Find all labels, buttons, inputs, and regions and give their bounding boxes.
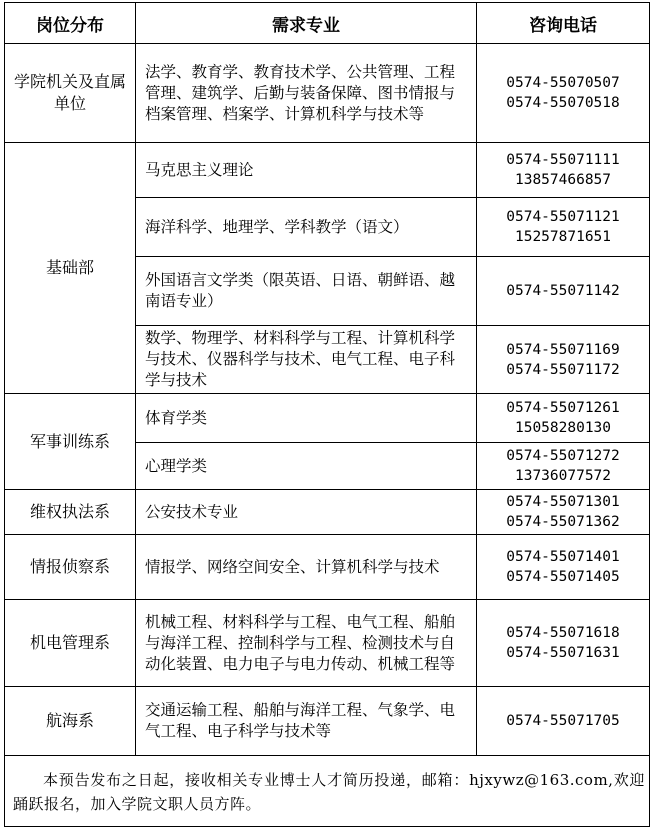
phone-number: 0574-55071301 <box>506 494 620 510</box>
phone-number: 0574-55071401 <box>506 549 620 565</box>
phone-number: 0574-55071272 <box>506 448 620 464</box>
notice-text: 本预告发布之日起，接收相关专业博士人才简历投递，邮箱：hjxywz@163.com,欢迎踊跃报名，加入学院文职人员方阵。 <box>13 771 645 813</box>
phone-cell <box>477 198 650 257</box>
header-row <box>5 3 650 44</box>
phone-number: 13736077572 <box>514 468 612 484</box>
phone-number: 0574-55071405 <box>506 569 620 585</box>
phone-number: 13857466857 <box>514 172 612 188</box>
major-cell: 机械工程、材料科学与工程、电气工程、船舶与海洋工程、控制科学与工程、检测技术与自动化装置、电力电子与电力传动、机械工程等 <box>136 600 477 687</box>
phone-cell <box>477 535 650 600</box>
phone-number: 0574-55071705 <box>506 713 620 729</box>
header-major: 需求专业 <box>136 3 477 44</box>
phone-cell <box>477 44 650 143</box>
phone-number: 0574-55071618 <box>506 625 620 641</box>
header-phone: 咨询电话 <box>477 3 650 44</box>
phone-number: 0574-55071261 <box>506 400 620 416</box>
major-cell: 法学、教育学、教育技术学、公共管理、工程管理、建筑学、后勤与装备保障、图书情报与档案管理、档案学、计算机科学与技术等 <box>136 44 477 143</box>
dept-cell: 学院机关及直属单位 <box>5 44 136 143</box>
phone-number: 0574-55071362 <box>506 514 620 530</box>
major-cell: 公安技术专业 <box>136 490 477 535</box>
table-row <box>5 143 650 198</box>
phone-cell <box>477 257 650 326</box>
phone-number: 0574-55071631 <box>506 645 620 661</box>
dept-cell: 航海系 <box>5 687 136 756</box>
table-row <box>5 394 650 443</box>
recruitment-table <box>4 2 650 827</box>
phone-cell <box>477 326 650 394</box>
table-row <box>5 687 650 756</box>
phone-number: 0574-55071172 <box>506 361 620 378</box>
table-row <box>5 44 650 143</box>
phone-number: 0574-55070507 <box>506 75 620 91</box>
table-row <box>5 490 650 535</box>
phone-number: 0574-55071111 <box>506 152 620 168</box>
phone-cell <box>477 600 650 687</box>
phone-cell <box>477 443 650 490</box>
header-dept: 岗位分布 <box>5 3 136 44</box>
phone-cell <box>477 687 650 756</box>
phone-cell <box>477 394 650 443</box>
major-cell: 情报学、网络空间安全、计算机科学与技术 <box>136 535 477 600</box>
major-cell: 心理学类 <box>136 443 477 490</box>
major-cell: 海洋科学、地理学、学科教学（语文） <box>136 198 477 257</box>
phone-number: 15257871651 <box>514 229 612 245</box>
major-cell: 马克思主义理论 <box>136 143 477 198</box>
dept-cell: 维权执法系 <box>5 490 136 535</box>
notice-row <box>5 756 650 827</box>
phone-number: 0574-55071169 <box>506 341 620 358</box>
major-cell: 数学、物理学、材料科学与工程、计算机科学与技术、仪器科学与技术、电气工程、电子科学与技术 <box>136 326 477 394</box>
notice-cell <box>5 756 650 827</box>
phone-cell <box>477 490 650 535</box>
table-row <box>5 535 650 600</box>
recruitment-table-document <box>4 2 649 813</box>
dept-cell: 机电管理系 <box>5 600 136 687</box>
phone-number: 0574-55071121 <box>506 209 620 225</box>
phone-number: 15058280130 <box>514 420 612 436</box>
major-cell: 体育学类 <box>136 394 477 443</box>
phone-number: 0574-55070518 <box>506 95 620 111</box>
phone-number: 0574-55071142 <box>506 283 620 299</box>
phone-cell <box>477 143 650 198</box>
dept-cell: 军事训练系 <box>5 394 136 490</box>
dept-cell: 基础部 <box>5 143 136 394</box>
major-cell: 外国语言文学类（限英语、日语、朝鲜语、越南语专业） <box>136 257 477 326</box>
dept-cell: 情报侦察系 <box>5 535 136 600</box>
table-row <box>5 600 650 687</box>
major-cell: 交通运输工程、船舶与海洋工程、气象学、电气工程、电子科学与技术等 <box>136 687 477 756</box>
table-body <box>5 44 650 756</box>
